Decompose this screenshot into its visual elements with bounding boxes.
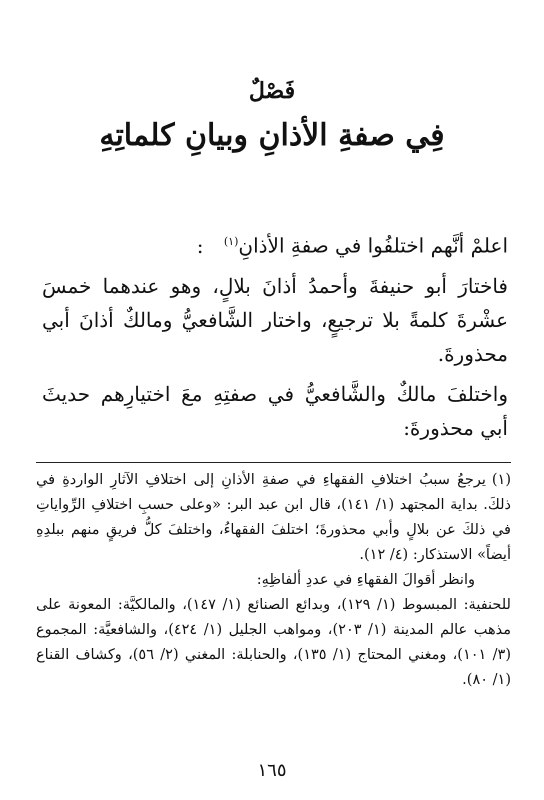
intro-text: اعلمْ أنَّهم اختلفُوا في صفةِ الأذانِ [238, 233, 508, 258]
footnote-ref: (١) [223, 235, 239, 248]
footnotes [36, 468, 511, 693]
main-text [42, 225, 508, 451]
footnote-1 [36, 468, 511, 568]
footnote-see-also: وانظر أقوالَ الفقهاءِ في عددِ ألفاظِهِ: [256, 572, 475, 588]
paragraph-2: واختلفَ مالكٌ والشَّافعيُّ في صفتِهِ معَ اختيارِهم حديثَ أبي محذورةَ: [42, 381, 508, 440]
footnote-schools: للحنفية: المبسوط (١/ ١٢٩)، وبدائع الصنائع (١/ ١٤٧)، والمالكيَّة: المعونة على مذهب عالم المدينة (١/ ٢٠٣)، ومواهب الجليل (١/ ٤٢٤)، والشافعيَّة: المجموع (٣/ ١٠١)، ومغني المحتاج (١/ ١٣٥)، والحنابلة: المغني (٢/ ٥٦)، وكشاف القناع (١/ ٨٠). [36, 597, 511, 688]
page-number: ١٦٥ [257, 760, 287, 781]
footnote-number: (١) [491, 472, 511, 488]
intro-colon: : [196, 233, 204, 258]
section-label: فَصْلٌ [248, 78, 296, 104]
paragraph-1: فاختارَ أبو حنيفةَ وأحمدُ أذانَ بلالٍ، وهو عندهما خمسَ عشْرةَ كلمةً بلا ترجيعٍ، واختار الشَّافعيُّ ومالكٌ أذانَ أبي محذورةَ. [42, 273, 508, 366]
footnote-1-text: يرجعُ سببُ اختلافِ الفقهاءِ في صفةِ الأذانِ إلى اختلافِ الآثارِ الواردةِ في ذلكَ. بداية المجتهد (١/ ١٤١)، قال ابن عبد البر: «وعلى حسبِ اختلافِ الرِّواياتِ في ذلكَ عن بلالٍ وأبي محذورةَ؛ اختلفَ الفقهاءُ، واختلفَ كلُّ فريقٍ منهم ببلدِهِ أيضاً» الاستذكار: (٤/ ١٢). [36, 472, 511, 563]
intro-line [42, 225, 508, 263]
chapter-title: فِي صفةِ الأذانِ وبيانِ كلماتِهِ [99, 118, 445, 153]
footnote-separator [36, 462, 511, 463]
